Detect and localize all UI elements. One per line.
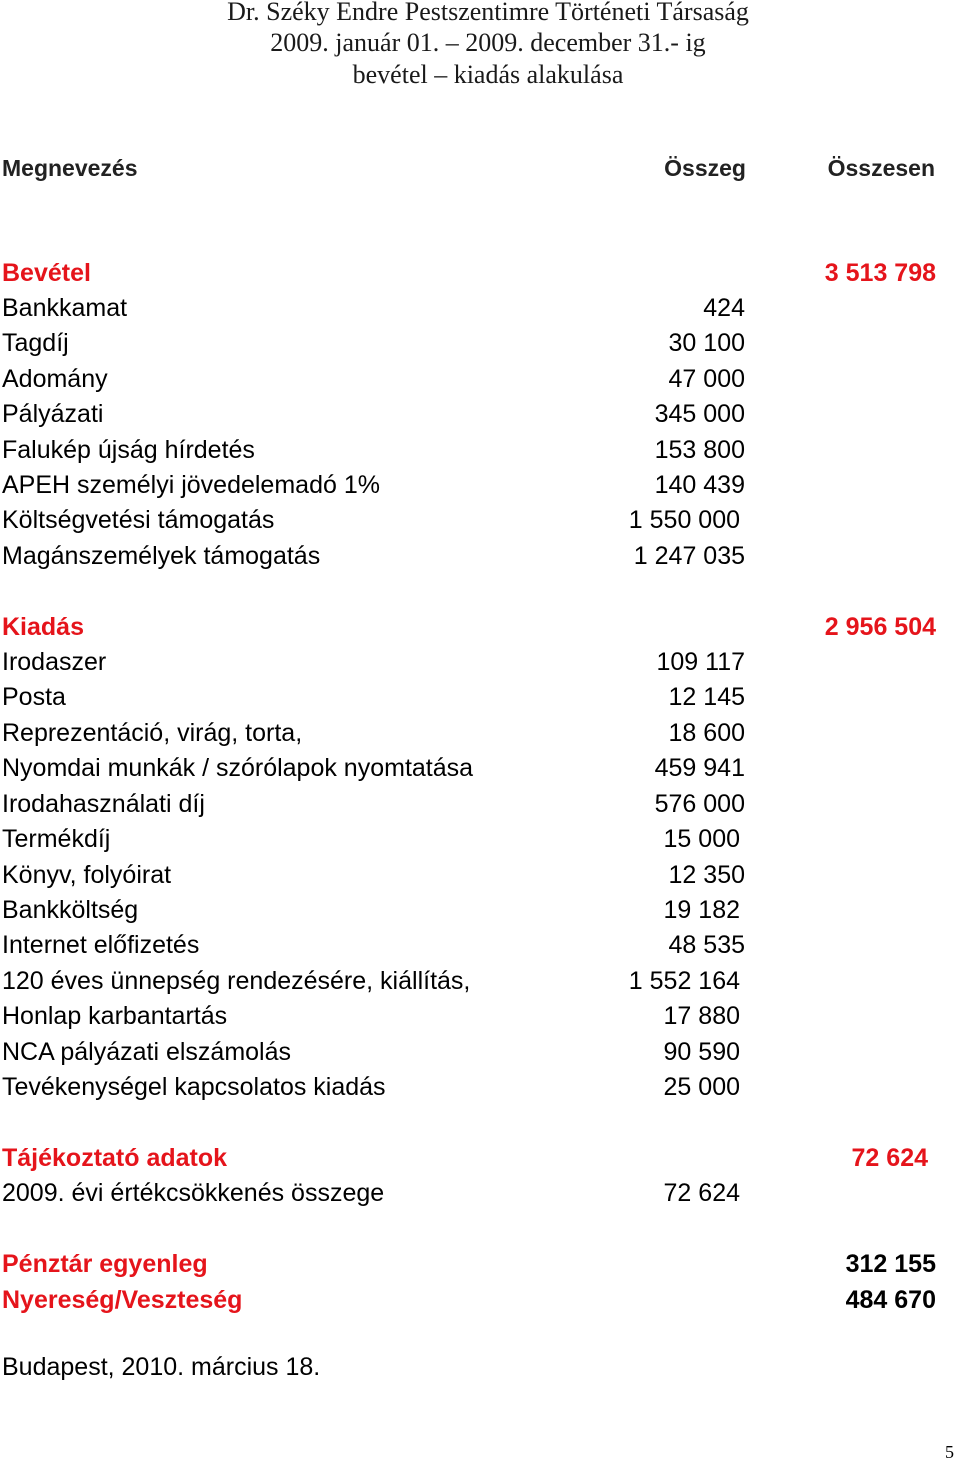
item-amount: 19 182 xyxy=(663,896,740,924)
item-amount: 345 000 xyxy=(654,400,745,428)
expense-row xyxy=(0,964,960,999)
header-period: 2009. január 01. – 2009. december 31.- ig xyxy=(270,28,706,57)
item-label: Irodaszer xyxy=(2,648,107,676)
item-label: Falukép újság hírdetés xyxy=(2,436,255,464)
info-section-title: Tájékoztató adatok xyxy=(2,1144,228,1172)
income-row xyxy=(0,397,960,432)
item-label: Adomány xyxy=(2,365,108,393)
column-header-name: Megnevezés xyxy=(2,155,138,181)
page-number: 5 xyxy=(945,1442,954,1462)
item-amount: 1 247 035 xyxy=(633,542,745,570)
item-label: Bankkamat xyxy=(2,294,128,322)
info-row xyxy=(0,1176,960,1211)
item-label: Magánszemélyek támogatás xyxy=(2,542,321,570)
info-section-row xyxy=(0,1141,960,1176)
item-label: Pályázati xyxy=(2,400,104,428)
item-amount: 18 600 xyxy=(668,719,745,747)
item-amount: 72 624 xyxy=(663,1179,740,1207)
item-amount: 153 800 xyxy=(654,436,745,464)
summary-label: Nyereség/Veszteség xyxy=(2,1286,243,1314)
expense-total: 2 956 504 xyxy=(824,613,936,641)
item-amount: 12 350 xyxy=(668,861,745,889)
item-label: Termékdíj xyxy=(2,825,111,853)
income-section-title: Bevétel xyxy=(2,259,91,287)
expense-row xyxy=(0,858,960,893)
item-label: Internet előfizetés xyxy=(2,931,200,959)
expense-row xyxy=(0,1070,960,1105)
item-label: Nyomdai munkák / szórólapok nyomtatása xyxy=(2,754,474,782)
item-label: NCA pályázati elszámolás xyxy=(2,1038,292,1066)
expense-section-row xyxy=(0,610,960,645)
summary-row-profit-loss xyxy=(0,1283,960,1318)
expense-row xyxy=(0,1035,960,1070)
item-amount: 1 550 000 xyxy=(628,506,740,534)
item-amount: 140 439 xyxy=(654,471,745,499)
income-row xyxy=(0,291,960,326)
item-label: APEH személyi jövedelemadó 1% xyxy=(2,471,380,499)
header-organization: Dr. Széky Endre Pestszentimre Történeti Társaság xyxy=(227,0,749,26)
expense-row xyxy=(0,751,960,786)
income-total: 3 513 798 xyxy=(824,259,936,287)
item-amount: 30 100 xyxy=(668,329,745,357)
item-amount: 424 xyxy=(703,294,745,322)
item-amount: 576 000 xyxy=(654,790,745,818)
expense-row xyxy=(0,822,960,857)
item-label: Bankköltség xyxy=(2,896,139,924)
income-section-row xyxy=(0,256,960,291)
income-row xyxy=(0,468,960,503)
income-row xyxy=(0,503,960,538)
item-label: Tagdíj xyxy=(2,329,69,357)
summary-label: Pénztár egyenleg xyxy=(2,1250,208,1278)
info-total: 72 624 xyxy=(851,1144,928,1172)
header-subject: bevétel – kiadás alakulása xyxy=(352,60,624,89)
expense-row xyxy=(0,999,960,1034)
item-label: Honlap karbantartás xyxy=(2,1002,228,1030)
item-label: Könyv, folyóirat xyxy=(2,861,172,889)
income-row xyxy=(0,539,960,574)
item-amount: 47 000 xyxy=(668,365,745,393)
income-row xyxy=(0,433,960,468)
item-amount: 90 590 xyxy=(663,1038,740,1066)
summary-total: 484 670 xyxy=(845,1286,936,1314)
expense-row xyxy=(0,716,960,751)
item-label: Tevékenységel kapcsolatos kiadás xyxy=(2,1073,386,1101)
expense-row xyxy=(0,893,960,928)
column-header-total: Összesen xyxy=(827,155,935,181)
expense-row xyxy=(0,787,960,822)
item-label: Irodahasználati díj xyxy=(2,790,205,818)
item-amount: 17 880 xyxy=(663,1002,740,1030)
item-label: Posta xyxy=(2,683,66,711)
item-amount: 12 145 xyxy=(668,683,745,711)
item-label: 120 éves ünnepség rendezésére, kiállítás, xyxy=(2,967,471,995)
place-and-date: Budapest, 2010. március 18. xyxy=(2,1353,321,1381)
income-row xyxy=(0,326,960,361)
expense-row xyxy=(0,645,960,680)
item-label: Költségvetési támogatás xyxy=(2,506,275,534)
summary-total: 312 155 xyxy=(845,1250,936,1278)
expense-section-title: Kiadás xyxy=(2,613,84,641)
item-amount: 48 535 xyxy=(668,931,745,959)
item-amount: 25 000 xyxy=(663,1073,740,1101)
expense-row xyxy=(0,680,960,715)
item-label: 2009. évi értékcsökkenés összege xyxy=(2,1179,385,1207)
item-amount: 1 552 164 xyxy=(628,967,740,995)
item-amount: 459 941 xyxy=(654,754,745,782)
column-header-amount: Összeg xyxy=(664,155,746,181)
item-amount: 15 000 xyxy=(663,825,740,853)
expense-row xyxy=(0,928,960,963)
item-amount: 109 117 xyxy=(656,648,745,676)
summary-row-cash-balance xyxy=(0,1247,960,1282)
income-row xyxy=(0,362,960,397)
item-label: Reprezentáció, virág, torta, xyxy=(2,719,303,747)
